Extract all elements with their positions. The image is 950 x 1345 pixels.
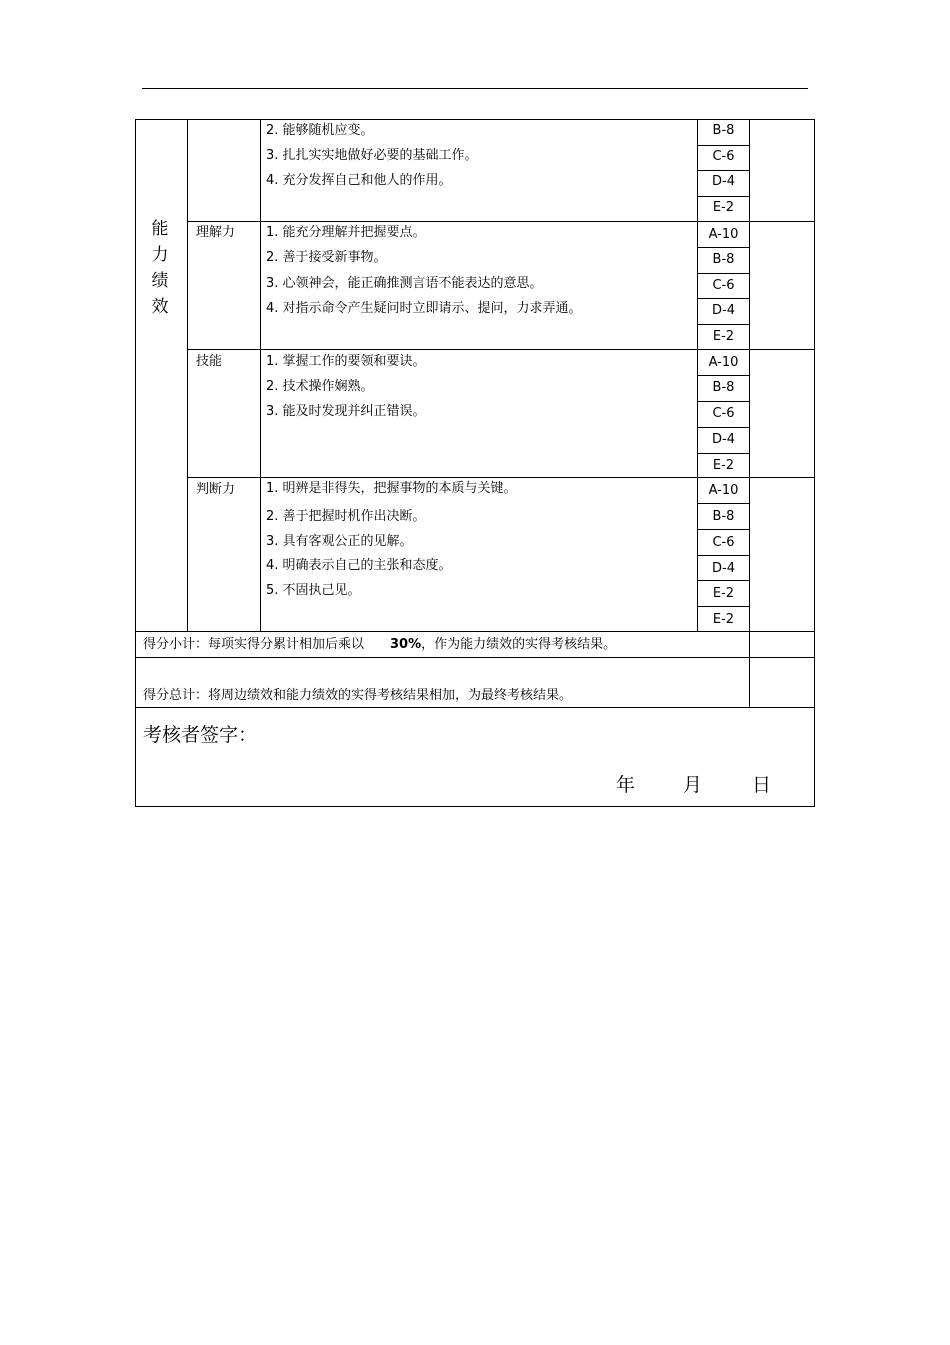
row-divider (135, 707, 815, 708)
criterion-item: 4. 明确表示自己的主张和态度。 (266, 558, 452, 573)
grade-option: A-10 (708, 483, 739, 498)
section-divider (187, 349, 814, 350)
criterion-item: 4. 对指示命令产生疑问时立即请示、提问，力求弄通。 (266, 301, 582, 316)
criterion-item: 4. 充分发挥自己和他人的作用。 (266, 173, 452, 188)
grade-cell-divider (697, 529, 750, 530)
section-name-judgment: 判断力 (196, 482, 236, 497)
criterion-item: 1. 明辨是非得失，把握事物的本质与关键。 (266, 481, 517, 496)
criterion-item: 3. 扎扎实实地做好必要的基础工作。 (266, 148, 478, 163)
row-divider (135, 631, 815, 632)
date-month: 月 (683, 774, 703, 796)
total-note: 得分总计：将周边绩效和能力绩效的实得考核结果相加，为最终考核结果。 (143, 688, 573, 703)
date-day: 日 (752, 774, 772, 796)
grade-option: D-4 (712, 174, 735, 189)
row-divider (135, 657, 815, 658)
criterion-item: 2. 能够随机应变。 (266, 123, 374, 138)
subtotal-prefix: 得分小计：每项实得分累计相加后乘以 (143, 637, 365, 652)
criterion-item: 2. 善于接受新事物。 (266, 250, 387, 265)
criterion-item: 1. 能充分理解并把握要点。 (266, 225, 426, 240)
grade-cell-divider (697, 606, 750, 607)
grade-cell-divider (697, 298, 750, 299)
subtotal-percent: 30% (390, 637, 422, 652)
category-label: 能 力 绩 效 (151, 219, 169, 317)
criterion-item: 3. 心领神会，能正确推测言语不能表达的意思。 (266, 276, 543, 291)
grade-option: B-8 (712, 252, 735, 267)
section-name-skill: 技能 (196, 354, 223, 369)
grade-option: D-4 (712, 303, 735, 318)
grade-cell-divider (697, 375, 750, 376)
grade-cell-divider (697, 580, 750, 581)
grade-cell-divider (697, 196, 750, 197)
subtotal-suffix: ，作为能力绩效的实得考核结果。 (421, 637, 617, 652)
grade-cell-divider (697, 247, 750, 248)
grade-cell-divider (697, 273, 750, 274)
col-divider (260, 119, 261, 631)
section-divider (187, 477, 814, 478)
grade-option: C-6 (712, 278, 735, 293)
grade-option: B-8 (712, 509, 735, 524)
grade-cell-divider (697, 324, 750, 325)
grade-option: E-2 (712, 200, 735, 215)
grade-option: A-10 (708, 355, 739, 370)
grade-option: D-4 (712, 561, 735, 576)
criterion-item: 2. 善于把握时机作出决断。 (266, 509, 426, 524)
grade-option: D-4 (712, 432, 735, 447)
grade-option: B-8 (712, 123, 735, 138)
grade-cell-divider (697, 401, 750, 402)
section-name-comprehension: 理解力 (196, 225, 236, 240)
grade-cell-divider (697, 503, 750, 504)
header-rule (142, 88, 808, 89)
subtotal-note (143, 637, 616, 653)
grade-option: C-6 (712, 406, 735, 421)
criterion-item: 3. 能及时发现并纠正错误。 (266, 404, 426, 419)
grade-option: A-10 (708, 227, 739, 242)
grade-option: E-2 (712, 329, 735, 344)
signature-label: 考核者签字： (143, 724, 258, 746)
grade-cell-divider (697, 145, 750, 146)
grade-option: C-6 (712, 535, 735, 550)
grade-option: E-2 (712, 586, 735, 601)
criterion-item: 5. 不固执己见。 (266, 583, 361, 598)
criterion-item: 1. 掌握工作的要领和要诀。 (266, 354, 426, 369)
grade-option: E-2 (712, 458, 735, 473)
criterion-item: 3. 具有客观公正的见解。 (266, 534, 413, 549)
grade-option: C-6 (712, 149, 735, 164)
date-year: 年 (616, 774, 636, 796)
grade-option: B-8 (712, 380, 735, 395)
col-divider (187, 119, 188, 631)
grade-option: E-2 (712, 612, 735, 627)
col-divider (749, 119, 750, 707)
grade-cell-divider (697, 170, 750, 171)
grade-cell-divider (697, 453, 750, 454)
grade-cell-divider (697, 555, 750, 556)
grade-cell-divider (697, 427, 750, 428)
section-divider (187, 221, 814, 222)
criterion-item: 2. 技术操作娴熟。 (266, 379, 374, 394)
